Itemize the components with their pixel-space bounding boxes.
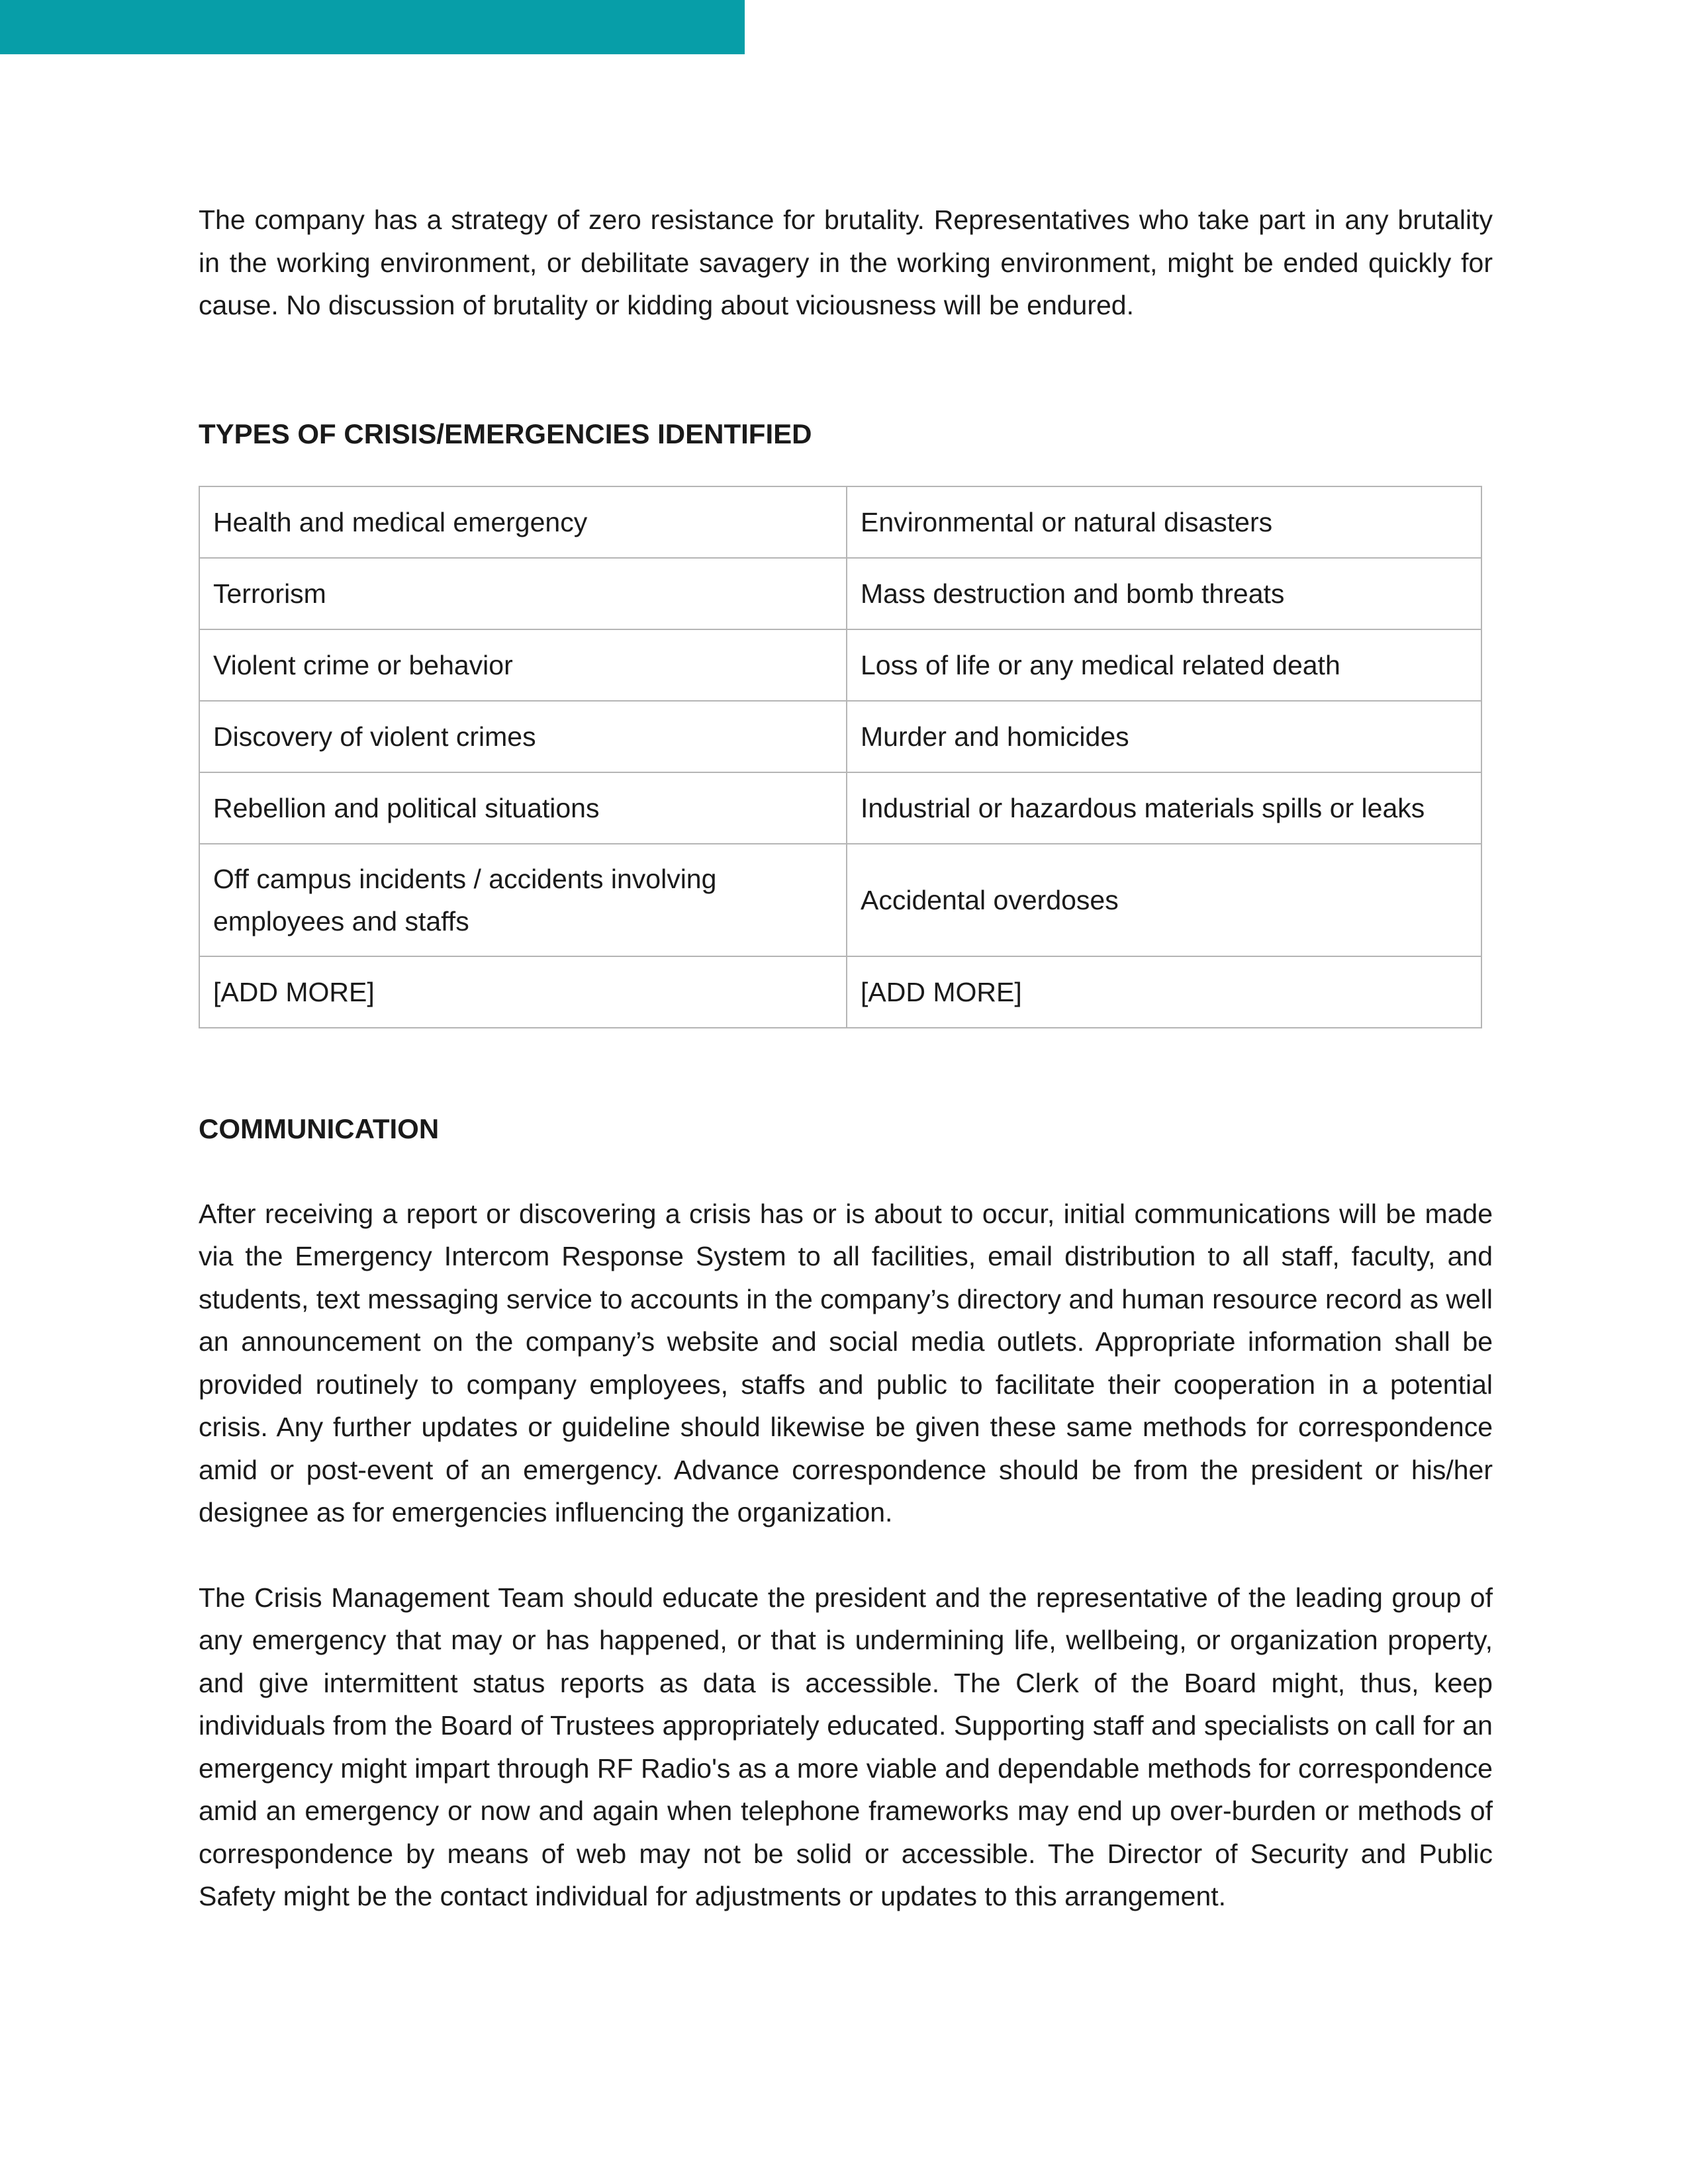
table-cell: Loss of life or any medical related death [847,629,1481,701]
table-row [199,844,1481,956]
table-cell: [ADD MORE] [847,956,1481,1028]
crisis-types-heading: TYPES OF CRISIS/EMERGENCIES IDENTIFIED [199,418,812,449]
table-cell: Accidental overdoses [847,844,1481,956]
table-cell: Industrial or hazardous materials spills or leaks [847,772,1481,844]
intro-paragraph: The company has a strategy of zero resistance for brutality. Representatives who take part in any brutality in the working environment, or debilitate savagery in the working environment, might be ended quickly for cause. No discussion of brutality or kidding about viciousness will be endured. [199,205,1493,320]
table-row [199,956,1481,1028]
table-cell: Environmental or natural disasters [847,486,1481,558]
table-row [199,629,1481,701]
table-cell: Health and medical emergency [199,486,847,558]
table-cell: Violent crime or behavior [199,629,847,701]
table-cell: Terrorism [199,558,847,629]
table-row [199,772,1481,844]
table-row [199,701,1481,772]
crisis-types-table [199,486,1482,1028]
communication-paragraph: The Crisis Management Team should educate the president and the representative of the leading group of any emergency that may or has happened, or that is undermining life, wellbeing, or organization property, and give intermittent status reports as data is accessible. The Clerk of the Board might, thus, keep individuals from the Board of Trustees appropriately educated. Supporting staff and specialists on call for an emergency might impart through RF Radio's as a more viable and dependable methods for correspondence amid an emergency or now and again when telephone frameworks may end up over-burden or methods of correspondence by means of web may not be solid or accessible. The Director of Security and Public Safety might be the contact individual for adjustments or updates to this arrangement. [199,1582,1493,1911]
communication-paragraph: After receiving a report or discovering a crisis has or is about to occur, initial communications will be made via the Emergency Intercom Response System to all facilities, email distribution to all staff, faculty, and students, text messaging service to accounts in the company’s directory and human resource record as well an announcement on the company’s website and social media outlets. Appropriate information shall be provided routinely to company employees, staffs and public to facilitate their cooperation in a potential crisis. Any further updates or guideline should likewise be given these same methods for correspondence amid or post-event of an emergency. Advance correspondence should be from the president or his/her designee as for emergencies influencing the organization. [199,1198,1493,1527]
header-accent-bar [0,0,745,54]
table-cell: Discovery of violent crimes [199,701,847,772]
table-cell: Off campus incidents / accidents involving employees and staffs [199,844,847,956]
table-row [199,558,1481,629]
table-cell: Rebellion and political situations [199,772,847,844]
communication-heading: COMMUNICATION [199,1113,440,1144]
document-body [199,199,1493,1918]
table-row [199,486,1481,558]
table-cell: Mass destruction and bomb threats [847,558,1481,629]
table-cell: Murder and homicides [847,701,1481,772]
table-cell: [ADD MORE] [199,956,847,1028]
